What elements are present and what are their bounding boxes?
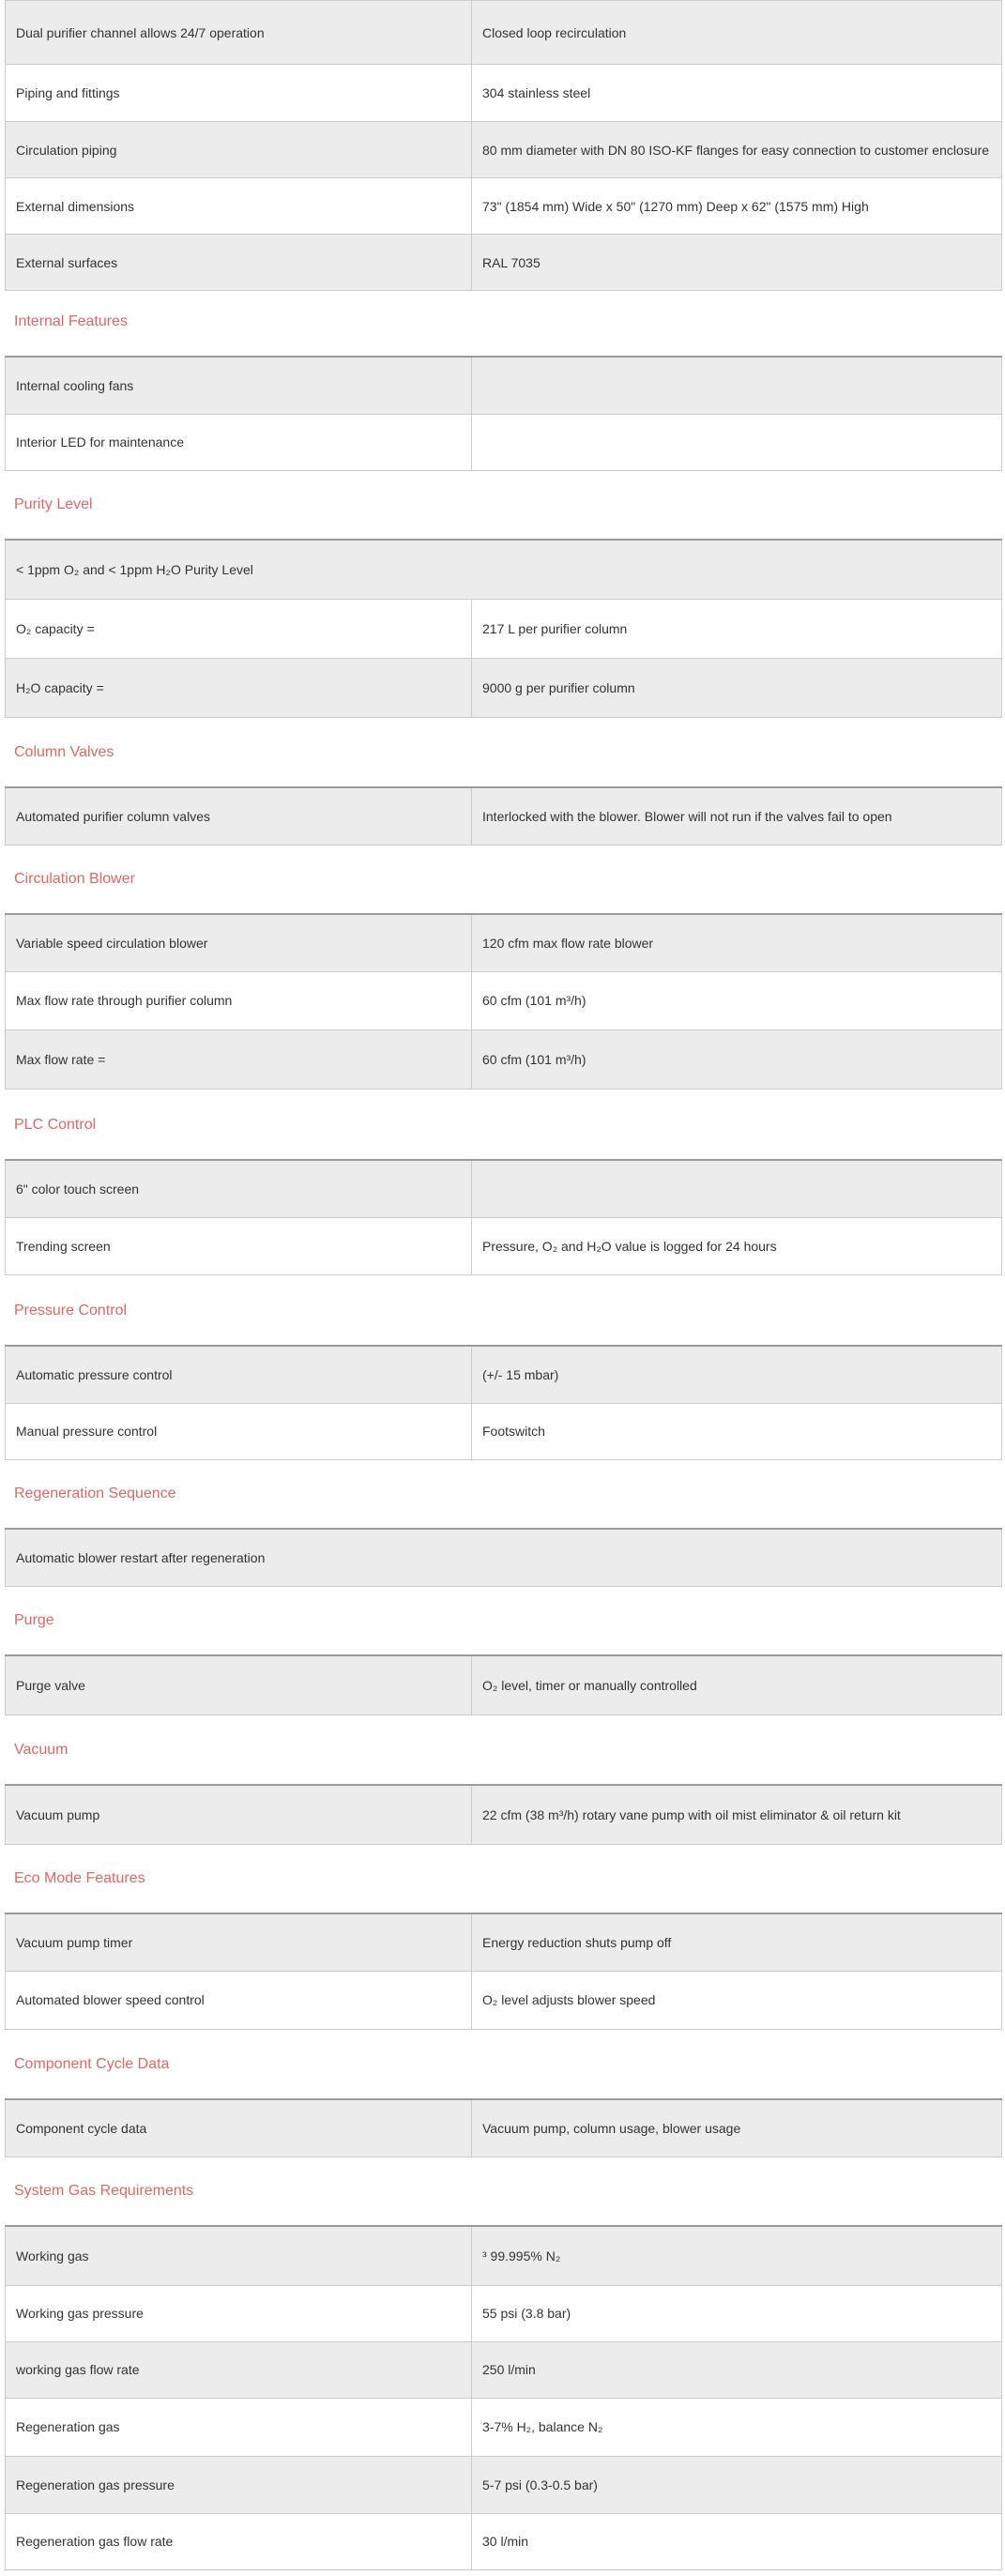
spec-label: Component cycle data bbox=[6, 2099, 472, 2157]
table-row bbox=[6, 2285, 1002, 2341]
spec-label: Circulation piping bbox=[6, 122, 472, 178]
spec-label: Automated blower speed control bbox=[6, 1971, 472, 2029]
spec-value: Footswitch bbox=[472, 1403, 1002, 1459]
spec-label: Working gas pressure bbox=[6, 2285, 472, 2341]
spec-value: 9000 g per purifier column bbox=[472, 658, 1002, 717]
spec-value: Closed loop recirculation bbox=[472, 1, 1002, 65]
spec-table-purity-level bbox=[5, 539, 1002, 718]
spec-value: 55 psi (3.8 bar) bbox=[472, 2285, 1002, 2341]
spec-value: 120 cfm max flow rate blower bbox=[472, 914, 1002, 971]
spec-value: Interlocked with the blower. Blower will not run if the valves fail to open bbox=[472, 787, 1002, 845]
spec-label: Automated purifier column valves bbox=[6, 787, 472, 845]
spec-label: 6" color touch screen bbox=[6, 1160, 472, 1217]
table-row bbox=[6, 658, 1002, 717]
spec-value: 250 l/min bbox=[472, 2341, 1002, 2398]
spec-table-column-valves bbox=[5, 786, 1002, 846]
section-title-internal-features: Internal Features bbox=[14, 313, 128, 329]
table-row bbox=[6, 2398, 1002, 2456]
spec-label: Manual pressure control bbox=[6, 1403, 472, 1459]
spec-table-plc-control bbox=[5, 1159, 1002, 1275]
spec-label: Max flow rate through purifier column bbox=[6, 971, 472, 1029]
spec-value: Pressure, O₂ and H₂O value is logged for 24 hours bbox=[472, 1217, 1002, 1274]
spec-label: Working gas bbox=[6, 2226, 472, 2285]
spec-table-general bbox=[5, 0, 1002, 291]
spec-label: Purge valve bbox=[6, 1655, 472, 1715]
spec-label: Dual purifier channel allows 24/7 operation bbox=[6, 1, 472, 65]
spec-table-internal-features bbox=[5, 356, 1002, 471]
spec-value: ³ 99.995% N₂ bbox=[472, 2226, 1002, 2285]
table-row bbox=[6, 1217, 1002, 1274]
table-row bbox=[6, 2456, 1002, 2513]
table-row bbox=[6, 1403, 1002, 1459]
table-row bbox=[6, 1529, 1002, 1586]
spec-value: 22 cfm (38 m³/h) rotary vane pump with oil mist eliminator & oil return kit bbox=[472, 1785, 1002, 1844]
spec-value: 80 mm diameter with DN 80 ISO-KF flanges for easy connection to customer enclosure bbox=[472, 122, 1002, 178]
spec-table-eco-mode-features bbox=[5, 1913, 1002, 2030]
section-title-system-gas-requirements: System Gas Requirements bbox=[14, 2183, 194, 2199]
spec-label: Vacuum pump timer bbox=[6, 1913, 472, 1971]
section-title-pressure-control: Pressure Control bbox=[14, 1303, 128, 1318]
section-title-circulation-blower: Circulation Blower bbox=[14, 871, 135, 887]
spec-value: Energy reduction shuts pump off bbox=[472, 1913, 1002, 1971]
spec-value: 217 L per purifier column bbox=[472, 599, 1002, 658]
spec-label: Max flow rate = bbox=[6, 1029, 472, 1089]
spec-value bbox=[472, 357, 1002, 414]
table-row bbox=[6, 971, 1002, 1029]
spec-table-pressure-control bbox=[5, 1345, 1002, 1460]
table-row bbox=[6, 1160, 1002, 1217]
table-row bbox=[6, 599, 1002, 658]
spec-value: 3-7% H₂, balance N₂ bbox=[472, 2398, 1002, 2456]
spec-value: 5-7 psi (0.3-0.5 bar) bbox=[472, 2456, 1002, 2513]
table-row bbox=[6, 1913, 1002, 1971]
spec-value bbox=[472, 1160, 1002, 1217]
spec-value: 60 cfm (101 m³/h) bbox=[472, 1029, 1002, 1089]
table-row bbox=[6, 1785, 1002, 1844]
table-row bbox=[6, 1971, 1002, 2029]
spec-table-regeneration-sequence bbox=[5, 1528, 1002, 1587]
table-row bbox=[6, 2099, 1002, 2157]
spec-label: working gas flow rate bbox=[6, 2341, 472, 2398]
table-row bbox=[6, 540, 1002, 599]
spec-value: O₂ level, timer or manually controlled bbox=[472, 1655, 1002, 1715]
spec-value: 60 cfm (101 m³/h) bbox=[472, 971, 1002, 1029]
spec-label: O₂ capacity = bbox=[6, 599, 472, 658]
section-title-regeneration-sequence: Regeneration Sequence bbox=[14, 1486, 176, 1501]
table-row bbox=[6, 414, 1002, 470]
spec-label: Vacuum pump bbox=[6, 1785, 472, 1844]
table-row bbox=[6, 1029, 1002, 1089]
spec-table-system-gas-requirements bbox=[5, 2225, 1002, 2570]
spec-table-component-cycle-data bbox=[5, 2098, 1002, 2157]
spec-table-vacuum bbox=[5, 1784, 1002, 1845]
spec-label: Automatic pressure control bbox=[6, 1346, 472, 1403]
section-title-column-valves: Column Valves bbox=[14, 744, 114, 760]
spec-label: < 1ppm O₂ and < 1ppm H₂O Purity Level bbox=[6, 540, 1002, 599]
spec-label: Piping and fittings bbox=[6, 65, 472, 122]
spec-label: Regeneration gas bbox=[6, 2398, 472, 2456]
spec-label: Trending screen bbox=[6, 1217, 472, 1274]
table-row bbox=[6, 1655, 1002, 1715]
table-row bbox=[6, 914, 1002, 971]
section-title-purity-level: Purity Level bbox=[14, 496, 93, 512]
spec-value: 73" (1854 mm) Wide x 50" (1270 mm) Deep x 62" (1575 mm) High bbox=[472, 178, 1002, 235]
table-row bbox=[6, 1, 1002, 65]
spec-value: (+/- 15 mbar) bbox=[472, 1346, 1002, 1403]
spec-table-purge bbox=[5, 1654, 1002, 1715]
section-title-eco-mode-features: Eco Mode Features bbox=[14, 1870, 145, 1886]
spec-label: Variable speed circulation blower bbox=[6, 914, 472, 971]
table-row bbox=[6, 2513, 1002, 2569]
table-row bbox=[6, 1346, 1002, 1403]
spec-value: 304 stainless steel bbox=[472, 65, 1002, 122]
spec-value: RAL 7035 bbox=[472, 235, 1002, 291]
spec-label: Automatic blower restart after regeneration bbox=[6, 1529, 1002, 1586]
spec-label: Internal cooling fans bbox=[6, 357, 472, 414]
spec-value bbox=[472, 414, 1002, 470]
spec-label: Regeneration gas pressure bbox=[6, 2456, 472, 2513]
spec-label: H₂O capacity = bbox=[6, 658, 472, 717]
table-row bbox=[6, 65, 1002, 122]
table-row bbox=[6, 357, 1002, 414]
table-row bbox=[6, 2341, 1002, 2398]
section-title-purge: Purge bbox=[14, 1612, 54, 1628]
table-row bbox=[6, 2226, 1002, 2285]
table-row bbox=[6, 787, 1002, 845]
spec-table-circulation-blower bbox=[5, 913, 1002, 1090]
table-row bbox=[6, 235, 1002, 291]
spec-value: 30 l/min bbox=[472, 2513, 1002, 2569]
section-title-component-cycle-data: Component Cycle Data bbox=[14, 2056, 170, 2072]
table-row bbox=[6, 178, 1002, 235]
spec-label: Regeneration gas flow rate bbox=[6, 2513, 472, 2569]
spec-value: Vacuum pump, column usage, blower usage bbox=[472, 2099, 1002, 2157]
spec-value: O₂ level adjusts blower speed bbox=[472, 1971, 1002, 2029]
spec-label: Interior LED for maintenance bbox=[6, 414, 472, 470]
section-title-vacuum: Vacuum bbox=[14, 1742, 69, 1758]
spec-label: External dimensions bbox=[6, 178, 472, 235]
spec-label: External surfaces bbox=[6, 235, 472, 291]
section-title-plc-control: PLC Control bbox=[14, 1117, 97, 1133]
table-row bbox=[6, 122, 1002, 178]
